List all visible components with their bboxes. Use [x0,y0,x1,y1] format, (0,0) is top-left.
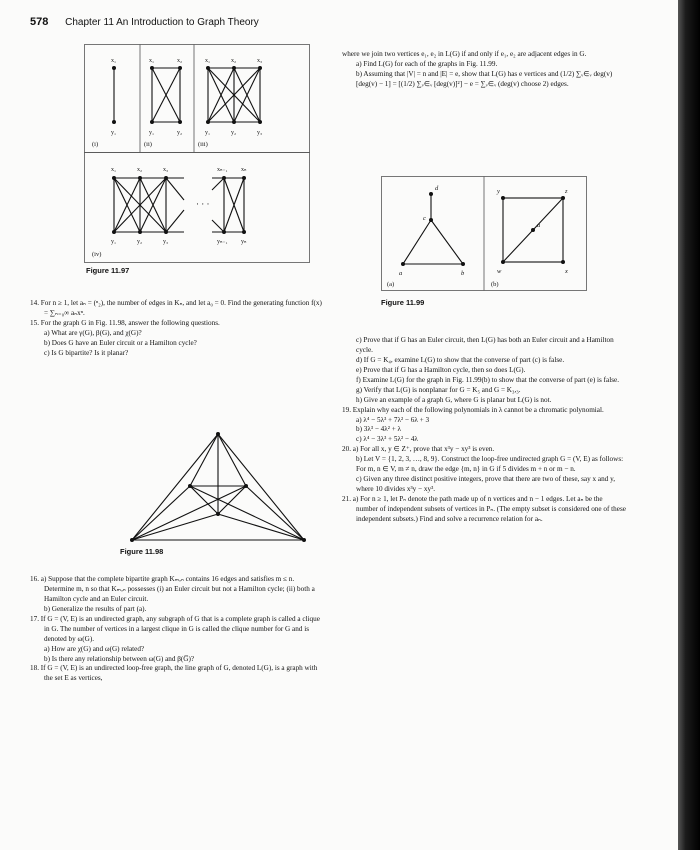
exercise-19: 19. Explain why each of the following polynomials in λ cannot be a chromatic polynomial. [342,405,604,414]
vlabel: y₁ [111,239,117,245]
vlabel: x₁ [149,58,155,64]
vlabel: b [461,270,465,277]
right-column-top [342,50,626,90]
figure-caption: Figure 11.97 [86,266,130,275]
vlabel: x₂ [137,167,143,173]
panel-label: (ii) [144,141,152,148]
panel-label: (a) [387,281,395,288]
vlabel: x₂ [231,58,237,64]
figure-caption: Figure 11.99 [381,298,425,307]
page-header [30,16,259,28]
vlabel: yₙ₋₁ [217,239,228,245]
running-title: Chapter 11 An Introduction to Graph Theory [65,17,259,28]
exercise-20b: b) Let V = {1, 2, 3, …, 8, 9}. Construct the loop-free undirected graph G = (V, E) as follows: For m, n ∈ V, m ≠ n, draw the edge {m, n} in G if 5 divides m + n or m − n. [356,455,624,474]
figure-caption: Figure 11.98 [120,547,164,556]
vlabel: a [399,270,403,277]
figure-11-99 [381,176,587,296]
exercise-17b: b) Is there any relationship between ω(G) and β(G̅)? [44,654,195,663]
panel-label: (i) [92,141,99,148]
vlabel: x [565,268,568,275]
exercise-20a: 20. a) For all x, y ∈ Z⁺, prove that x³y − xy³ is even. [342,445,495,454]
vlabel: u [537,222,541,229]
vlabel: x₃ [163,167,169,173]
vlabel: y₂ [231,130,237,136]
exercise-19b: b) 3λ³ − 4λ² + λ [356,425,402,434]
exercise-18d: d) If G = K₄, examine L(G) to show that the converse of part (c) is false. [356,355,565,364]
vlabel: w [497,268,502,275]
figure-11-98 [118,428,318,558]
vlabel: d [435,185,439,192]
vlabel: z [565,188,568,195]
figure-11-97 [84,40,310,275]
svg-text:· · ·: · · · [196,199,210,209]
exercise-18b: b) Assuming that |V| = n and |E| = e, show that L(G) has e vertices and (1/2) ∑ᵥ∈ᵥ deg(v)[deg(v) − 1] = [(1/2) ∑ᵥ∈ᵥ [deg(v)]²] − e = ∑ᵥ∈ᵥ (deg(v) choose 2) edges. [356,69,613,88]
left-column [30,299,322,359]
exercise-14: 14. For n ≥ 1, let aₙ = (ⁿ₂), the number of edges in Kₙ, and let a₀ = 0. Find the generating function f(x) = ∑ₙ₌₀∞ aₙxⁿ. [30,299,322,317]
exercise-15: 15. For the graph G in Fig. 11.98, answer the following questions. [30,318,220,327]
vlabel: y₁ [111,130,117,136]
exercise-16: 16. a) Suppose that the complete bipartite graph Kₘ,ₙ contains 16 edges and satisfies m ≤ n. Determine m, n so that Kₘ,ₙ possesses (i) an Euler circuit but not a Hamilton cycle; (ii) both a Hamilton cycle and an Euler circuit. [30,575,315,603]
vlabel: y₂ [177,130,183,136]
vlabel: yₙ [241,239,247,245]
vlabel: y₃ [163,239,169,245]
exercise-17: 17. If G = (V, E) is an undirected graph, any subgraph of G that is a complete graph is called a clique in G. The number of vertices in a largest clique in G is called the clique number for G and is denoted by ω(G). [30,614,320,643]
exercise-16b: b) Generalize the results of part (a). [44,604,147,613]
exercise-19c: c) λ⁴ − 3λ³ + 5λ² − 4λ [356,435,418,444]
exercise-15b: b) Does G have an Euler circuit or a Hamilton cycle? [44,338,197,347]
exercise-17a: a) How are χ(G) and ω(G) related? [44,644,145,653]
exercise-20c: c) Given any three distinct positive integers, prove that there are two of these, say x and y, where 10 divides x³y − xy³. [356,475,615,494]
exercise-18: 18. If G = (V, E) is an undirected loop-free graph, the line graph of G, denoted L(G), is a graph with the set E as vertices, [30,664,318,683]
exercise-18g: g) Verify that L(G) is nonplanar for G = K₅ and G = K₃,₃. [356,385,521,394]
page-number: 578 [30,16,49,28]
vlabel: xₙ [241,167,247,173]
right-column-lower [342,336,626,525]
vlabel: y₁ [149,130,155,136]
exercise-18f: f) Examine L(G) for the graph in Fig. 11.99(b) to show that the converse of part (e) is false. [356,375,619,384]
vlabel: c [423,215,426,222]
left-column-lower [30,575,322,684]
vlabel: y [497,188,500,195]
panel-label: (iii) [198,141,208,148]
exercise-18-cont: where we join two vertices e₁, e₂ in L(G) if and only if e₁, e₂ are adjacent edges in G. [342,50,587,58]
vlabel: x₁ [205,58,211,64]
vlabel: y₂ [137,239,143,245]
exercise-18a: a) Find L(G) for each of the graphs in Fig. 11.99. [356,59,498,68]
exercise-15a: a) What are γ(G), β(G), and χ(G)? [44,328,142,337]
exercise-18e: e) Prove that if G has a Hamilton cycle, then so does L(G). [356,365,526,374]
exercise-19a: a) λ⁴ − 5λ³ + 7λ² − 6λ + 3 [356,415,430,424]
page-edge-shadow [678,0,700,850]
vlabel: x₃ [257,58,263,64]
vlabel: x₂ [177,58,183,64]
vlabel: x₁ [111,58,117,64]
panel-label: (b) [491,281,499,288]
exercise-15c: c) Is G bipartite? Is it planar? [44,348,129,357]
vlabel: x₁ [111,167,117,173]
vlabel: y₁ [205,130,211,136]
exercise-18h: h) Give an example of a graph G, where G is planar but L(G) is not. [356,395,552,404]
exercise-18c: c) Prove that if G has an Euler circuit, then L(G) has both an Euler circuit and a Hamilton cycle. [356,336,614,354]
vlabel: xₙ₋₁ [217,167,228,173]
vlabel: y₃ [257,130,263,136]
exercise-21: 21. a) For n ≥ 1, let Pₙ denote the path made up of n vertices and n − 1 edges. Let aₙ be the number of independent subsets of vertices in Pₙ. (The empty subset is considered one of these independent subsets.) Find and solve a recurrence relation for aₙ. [342,495,626,523]
panel-label: (iv) [92,251,102,258]
